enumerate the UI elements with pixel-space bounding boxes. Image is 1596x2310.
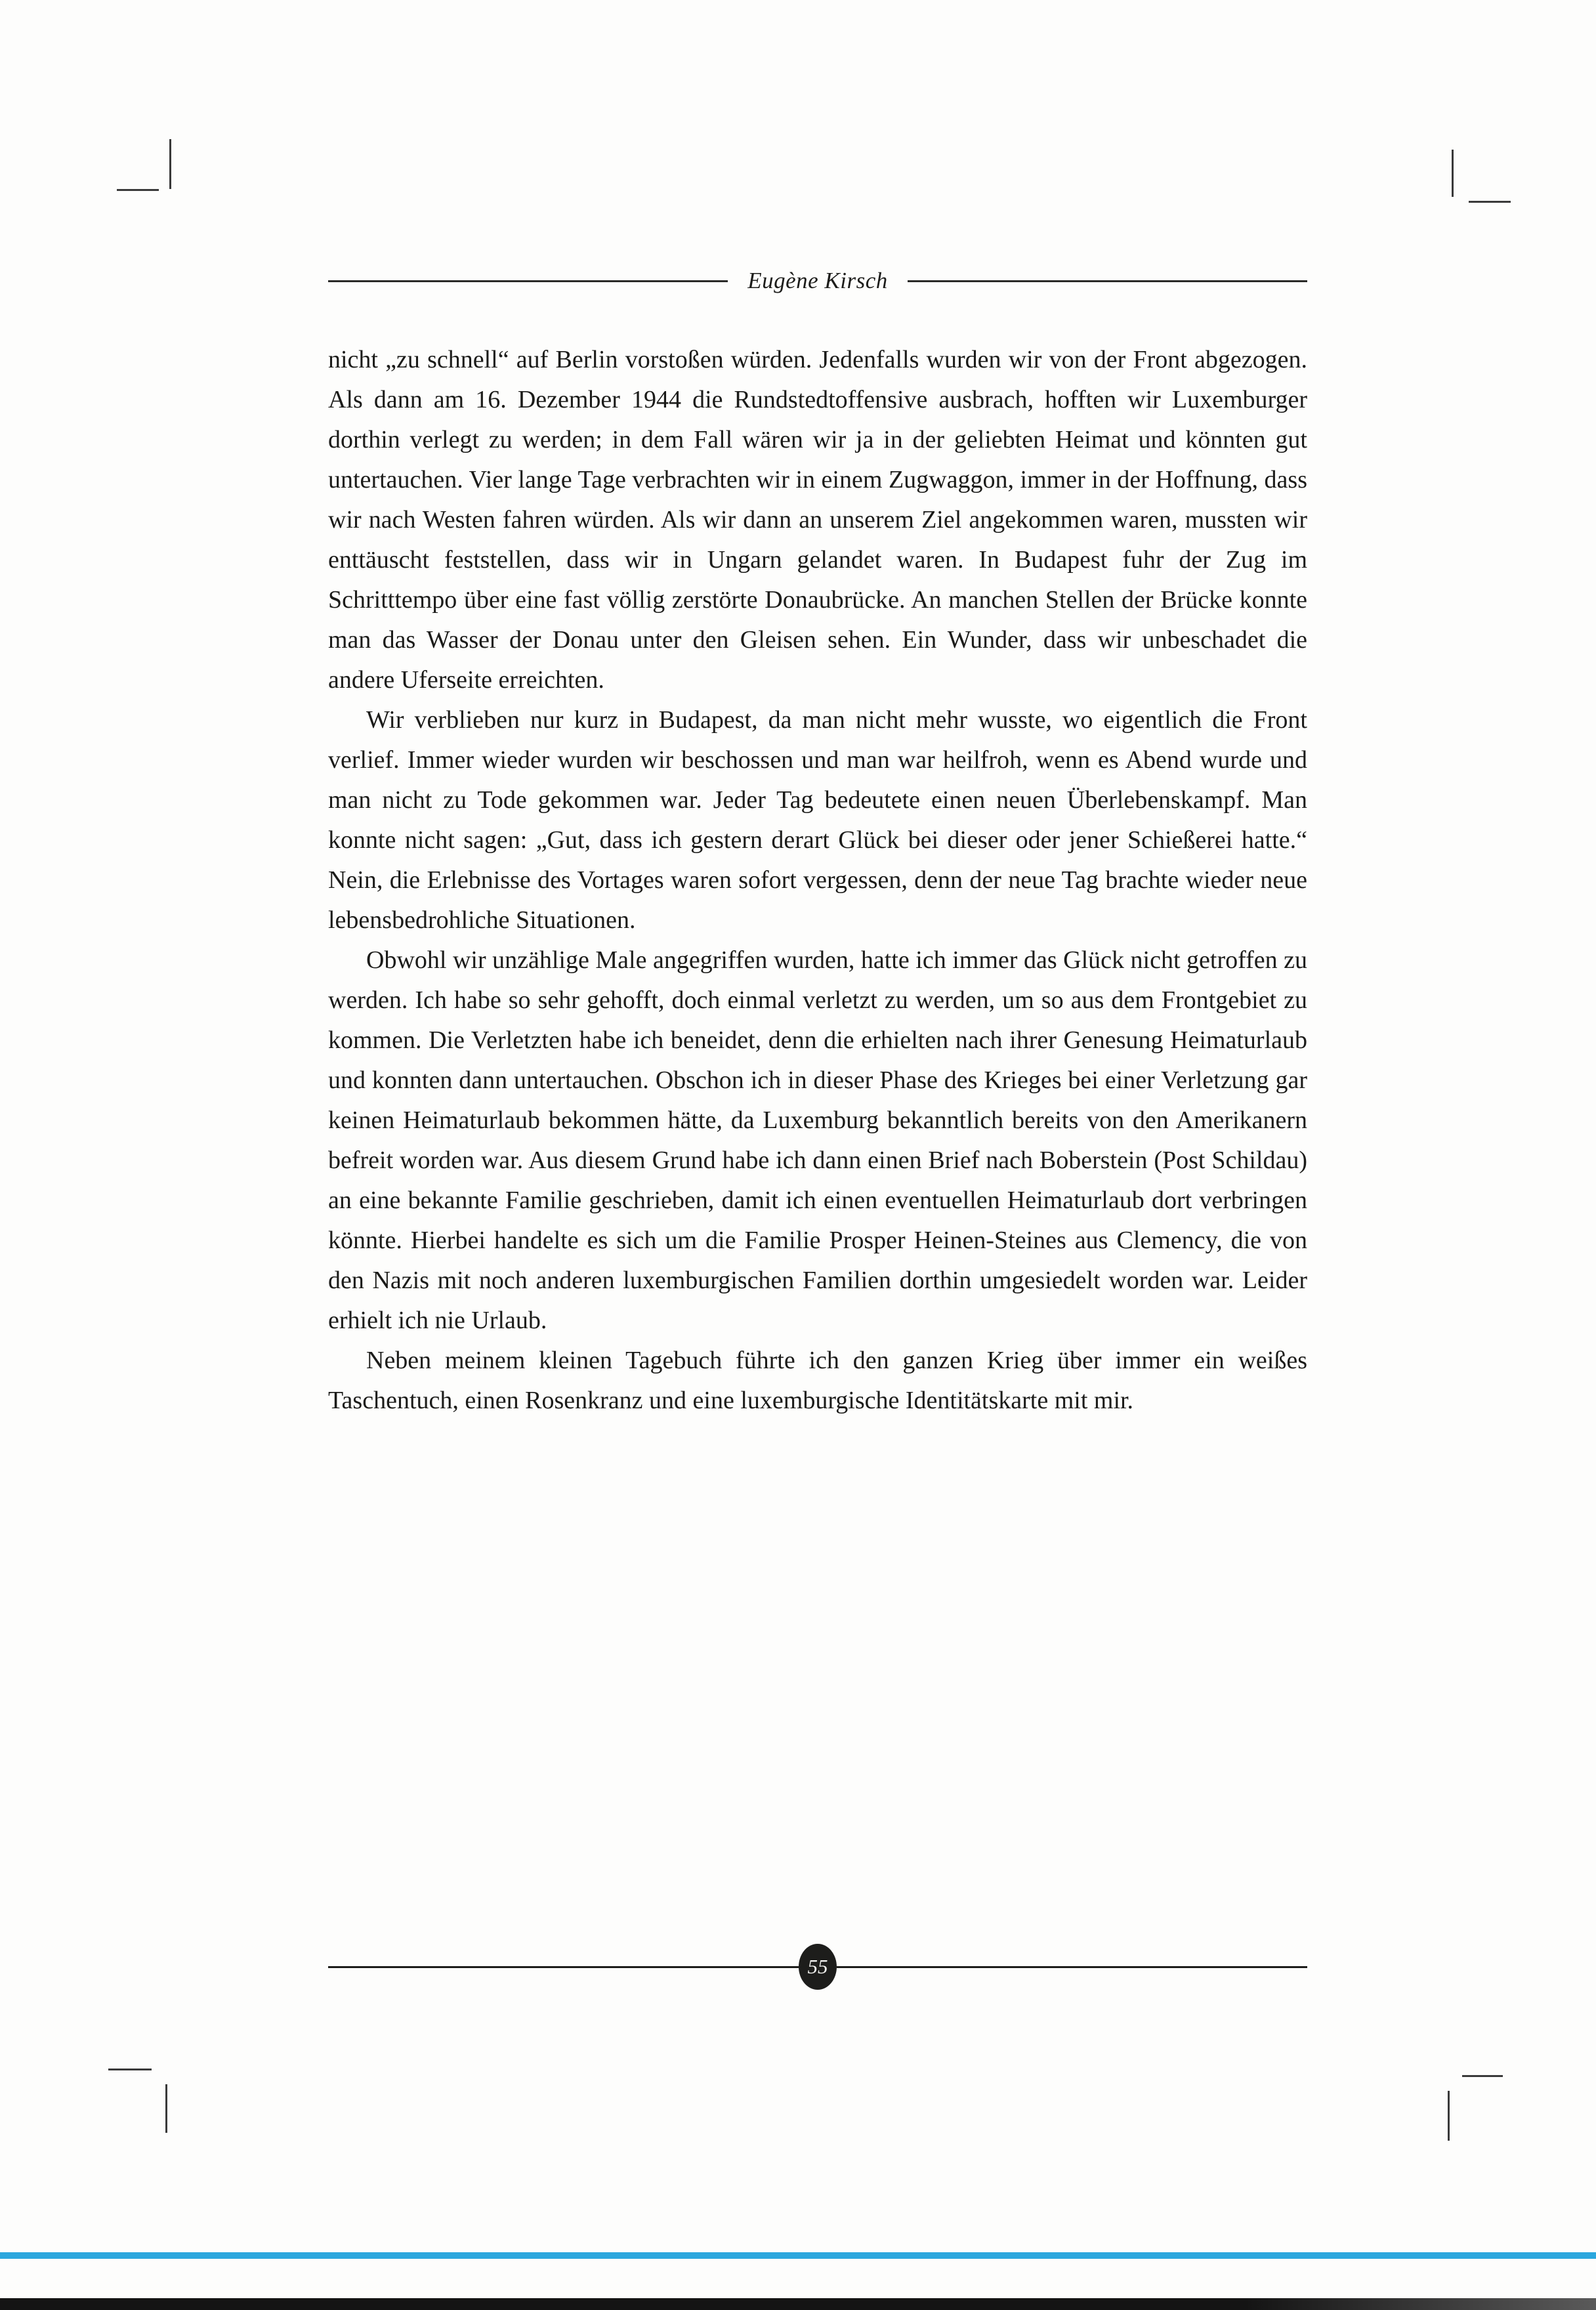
- page-number-badge: 55: [799, 1944, 837, 1990]
- running-header-author: Eugène Kirsch: [747, 268, 888, 293]
- paragraph: Neben meinem kleinen Tagebuch führte ich den ganzen Krieg über immer ein weißes Taschentuch, einen Rosenkranz und eine luxemburgische Identitätskarte mit mir.: [328, 1347, 1307, 1414]
- scan-artifact-dark-band: [0, 2298, 1596, 2310]
- crop-mark-top-left-vertical: [169, 139, 171, 189]
- crop-mark-bottom-right-horizontal: [1462, 2075, 1503, 2077]
- paragraph: nicht „zu schnell“ auf Berlin vorstoßen würden. Jedenfalls wurden wir von der Front abgezogen. Als dann am 16. Dezember 1944 die Rundstedtoffensive ausbrach, hofften wir Luxemburger dorthin verlegt zu werden; in dem Fall wären wir ja in der geliebten Heimat und könnten gut untertauchen. Vier lange Tage verbrachten wir in einem Zugwaggon, immer in der Hoffnung, dass wir nach Westen fahren würden. Als wir dann an unserem Ziel angekommen waren, mussten wir enttäuscht feststellen, dass wir in Ungarn gelandet waren. In Budapest fuhr der Zug im Schritttempo über eine fast völlig zerstörte Donaubrücke. An manchen Stellen der Brücke konnte man das Wasser der Donau unter den Gleisen sehen. Ein Wunder, dass wir unbeschadet die andere Uferseite erreichten.: [328, 346, 1307, 694]
- page-footer: [328, 1944, 1307, 1990]
- header-rule-left: [328, 280, 728, 282]
- crop-mark-top-right-vertical: [1452, 150, 1454, 197]
- crop-mark-top-left-horizontal: [117, 189, 159, 191]
- page-header: [328, 268, 1307, 294]
- crop-mark-bottom-left-vertical: [165, 2084, 167, 2133]
- crop-mark-bottom-left-horizontal: [108, 2068, 152, 2070]
- crop-mark-top-right-horizontal: [1469, 201, 1511, 203]
- footer-rule-right: [837, 1966, 1307, 1968]
- scan-artifact-blue-line: [0, 2252, 1596, 2259]
- paragraph: Wir verblieben nur kurz in Budapest, da man nicht mehr wusste, wo eigentlich die Front verlief. Immer wieder wurden wir beschossen und man war heilfroh, wenn es Abend wurde und man nicht zu Tode gekommen war. Jeder Tag bedeutete einen neuen Überlebenskampf. Man konnte nicht sagen: „Gut, dass ich gestern derart Glück bei dieser oder jener Schießerei hatte.“ Nein, die Erlebnisse des Vortages waren sofort vergessen, denn der neue Tag brachte wieder neue lebensbedrohliche Situationen.: [328, 706, 1307, 934]
- page-body-text: [328, 340, 1307, 1421]
- paragraph: Obwohl wir unzählige Male angegriffen wurden, hatte ich immer das Glück nicht getroffen zu werden. Ich habe so sehr gehofft, doch einmal verletzt zu werden, um so aus dem Frontgebiet zu kommen. Die Verletzten habe ich beneidet, denn die erhielten nach ihrer Genesung Heimaturlaub und konnten dann untertauchen. Obschon ich in dieser Phase des Krieges bei einer Verletzung gar keinen Heimaturlaub bekommen hätte, da Luxemburg bekanntlich bereits von den Amerikanern befreit worden war. Aus diesem Grund habe ich dann einen Brief nach Boberstein (Post Schildau) an eine bekannte Familie geschrieben, damit ich einen eventuellen Heimaturlaub dort verbringen könnte. Hierbei handelte es sich um die Familie Prosper Heinen-Steines aus Clemency, die von den Nazis mit noch anderen luxemburgischen Familien dorthin umgesiedelt worden war. Leider erhielt ich nie Urlaub.: [328, 946, 1307, 1334]
- footer-rule-left: [328, 1966, 799, 1968]
- crop-mark-bottom-right-vertical: [1448, 2091, 1450, 2141]
- header-rule-right: [908, 280, 1307, 282]
